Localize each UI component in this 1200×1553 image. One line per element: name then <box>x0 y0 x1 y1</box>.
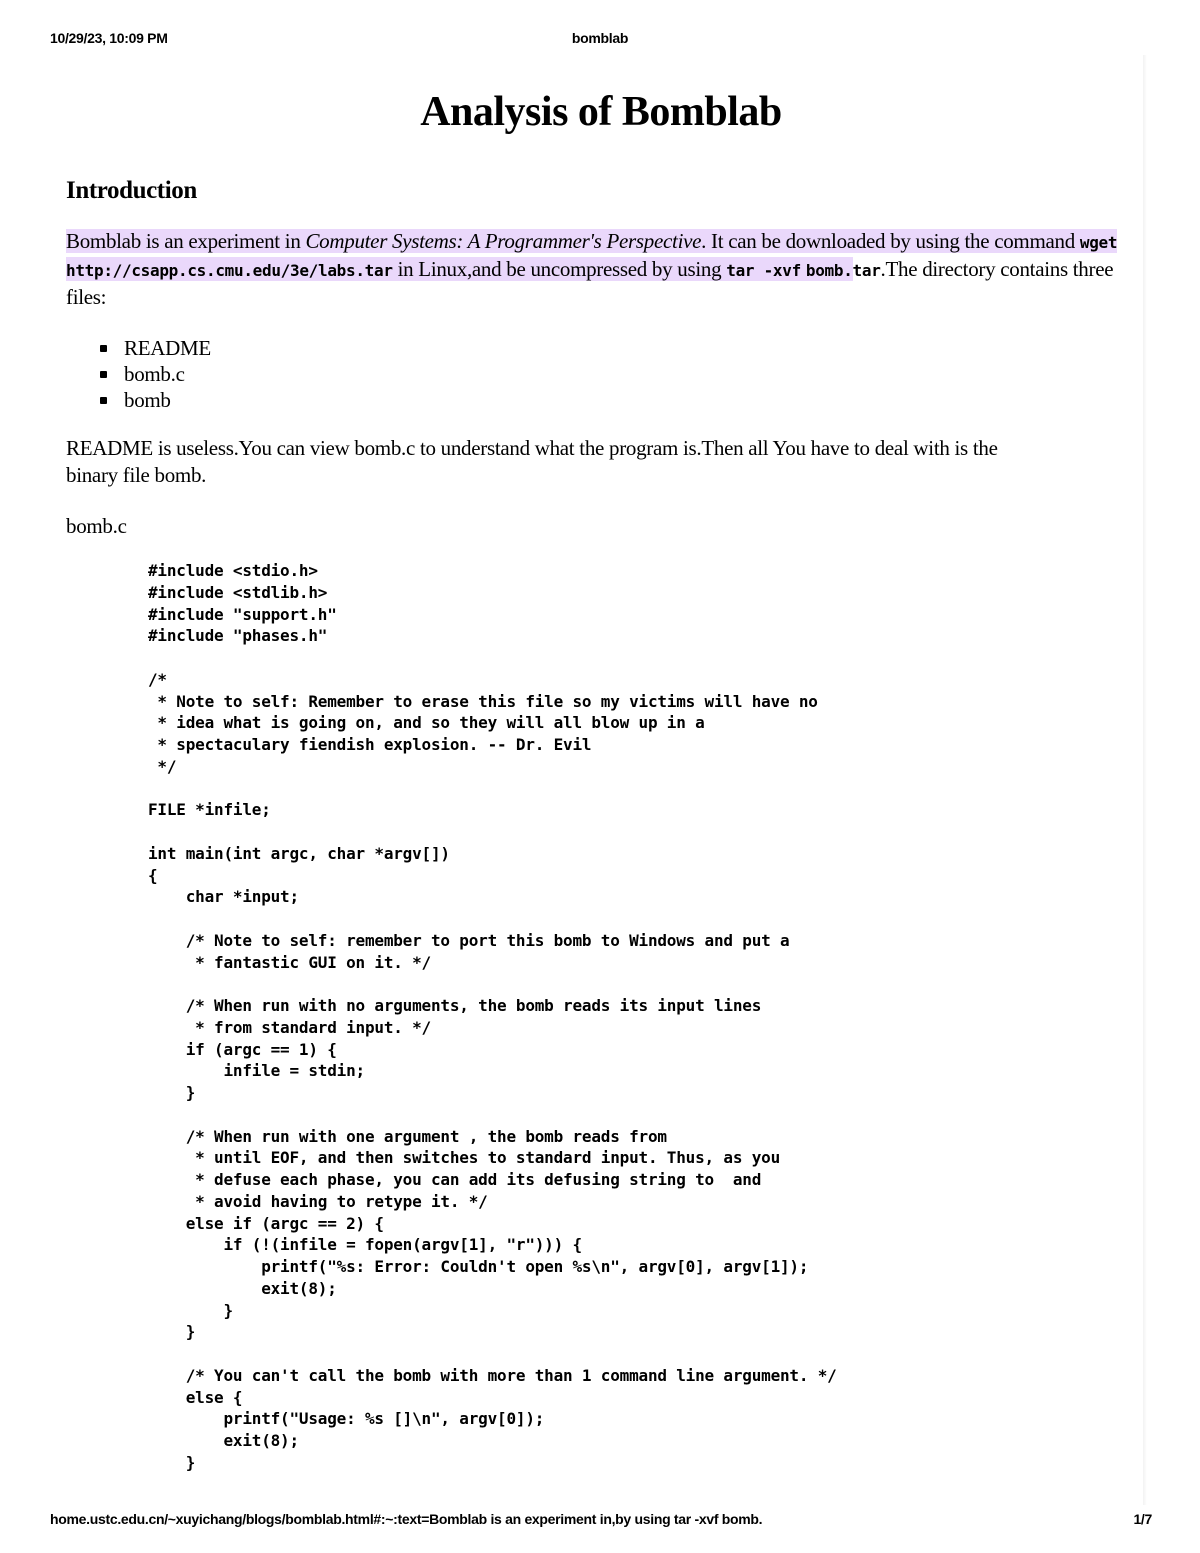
wget-command: wget http://csapp.cs.cmu.edu/3e/labs.tar <box>66 233 1118 280</box>
book-title: Computer Systems: A Programmer's Perspective <box>305 229 702 253</box>
code-label: bomb.c <box>66 514 127 538</box>
file-item-readme: README <box>124 335 1136 361</box>
tar-command-part2: bomb. <box>805 261 853 280</box>
print-header <box>0 30 1200 50</box>
tar-command-part1: tar -xvf <box>726 261 801 280</box>
page-number: 1/7 <box>1133 1511 1152 1527</box>
article-title: Analysis of Bomblab <box>420 89 782 135</box>
intro-text-4: .The directory contains three files: <box>66 257 1114 309</box>
intro-paragraph <box>66 228 1136 311</box>
code-block: #include <stdio.h> #include <stdlib.h> #include "support.h" #include "phases.h" /* * Note to self: Remember to erase this file so my victims will have no * idea what is going on, and so they will all blow up in a * spectaculary fiendish explosion. -- Dr. Evil */ FILE *infile; int main(int argc, char *argv[]) { char *input; /* Note to self: remember to port this bomb to Windows and put a * fantastic GUI on it. */ /* When run with no arguments, the bomb reads its input lines * from standard input. */ if (argc == 1) { infile = stdin; } /* When run with one argument , the bomb reads from * until EOF, and then switches to standard input. Thus, as you * defuse each phase, you can add its defusing string to and * avoid having to retype it. */ else if (argc == 2) { if (!(infile = fopen(argv[1], "r"))) { printf("%s: Error: Couldn't open %s\n", argv[0], argv[1]); exit(8); } } /* You can't call the bomb with more than 1 command line argument. */ else { printf("Usage: %s []\n", argv[0]); exit(8); } <box>148 561 837 1472</box>
article <box>66 84 1136 1474</box>
intro-text-1: Bomblab is an experiment in <box>66 229 306 253</box>
print-page-title: bomblab <box>571 30 629 46</box>
print-url: home.ustc.edu.cn/~xuyichang/blogs/bomblab.html#:~:text=Bomblab is an experiment in,by using tar -xvf bomb. <box>50 1511 763 1527</box>
readme-note-line1: README is useless.You can view bomb.c to understand what the program is.Then all You have to deal with is the <box>66 436 998 460</box>
intro-text-3: in Linux,and be uncompressed by using <box>392 257 727 281</box>
print-datetime: 10/29/23, 10:09 PM <box>50 30 168 46</box>
file-list <box>66 335 1136 413</box>
file-item-bomb: bomb <box>124 387 1136 413</box>
page-edge-shadow <box>1143 55 1147 1505</box>
print-footer <box>0 1511 1200 1531</box>
readme-note-line2: binary file bomb. <box>66 463 207 487</box>
file-item-bomb-c: bomb.c <box>124 361 1136 387</box>
tar-command-part3: tar <box>852 261 881 280</box>
readme-note <box>66 435 1136 489</box>
intro-text-2: . It can be downloaded by using the command <box>701 229 1080 253</box>
intro-heading: Introduction <box>66 177 197 204</box>
